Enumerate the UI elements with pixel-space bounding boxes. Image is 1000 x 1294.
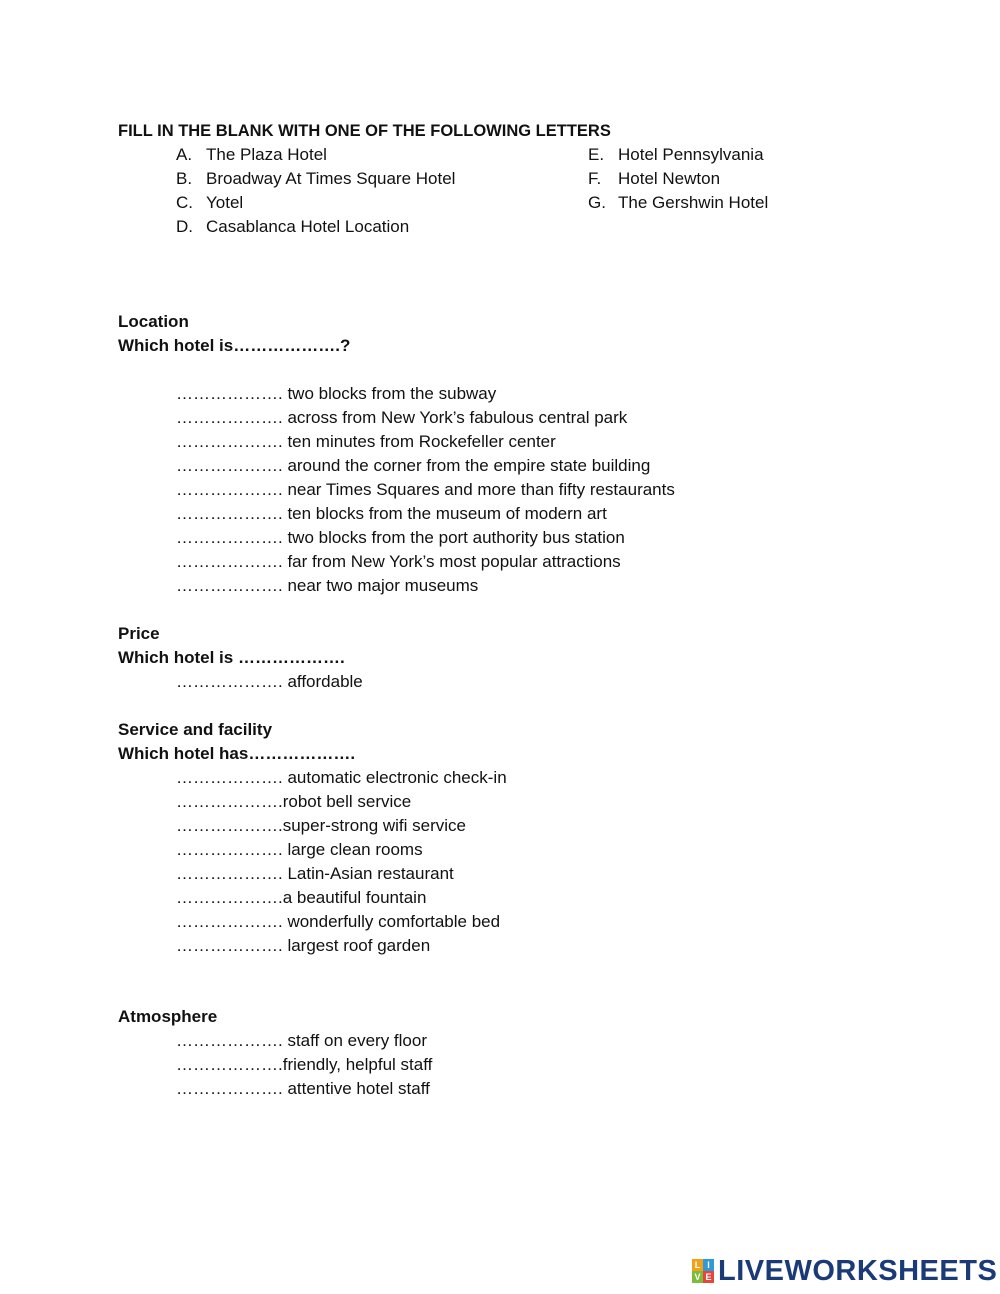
price-question: Which hotel is ………………. xyxy=(118,648,345,667)
service-question: Which hotel has………………. xyxy=(118,744,356,763)
atmosphere-section xyxy=(118,1005,432,1101)
options-left-column xyxy=(176,143,455,239)
hotel-option-letter: F. xyxy=(588,169,602,188)
price-title: Price xyxy=(118,624,160,643)
fill-in-blank-item[interactable]: ………………. wonderfully comfortable bed xyxy=(176,912,501,931)
price-items xyxy=(176,670,363,694)
hotel-option xyxy=(176,191,455,215)
hotel-option-letter: A. xyxy=(176,145,193,164)
fill-in-blank-item[interactable]: ……………….super-strong wifi service xyxy=(176,816,467,835)
hotel-option-letter: D. xyxy=(176,217,193,236)
fill-in-blank-item[interactable]: ………………. attentive hotel staff xyxy=(176,1079,430,1098)
fill-in-blank-item[interactable]: ………………. two blocks from the subway xyxy=(176,384,497,403)
hotel-option-name: Hotel Pennsylvania xyxy=(618,145,764,164)
fill-in-blank-item[interactable]: ………………. near two major museums xyxy=(176,576,479,595)
fill-in-blank-item[interactable]: ………………. affordable xyxy=(176,672,363,691)
hotel-option-letter: G. xyxy=(588,193,606,212)
hotel-option-letter: B. xyxy=(176,169,193,188)
service-section xyxy=(118,718,507,958)
service-items xyxy=(176,766,507,958)
location-section xyxy=(118,310,675,598)
fill-in-blank-item[interactable]: ………………. Latin-Asian restaurant xyxy=(176,864,454,883)
hotel-option-name: Casablanca Hotel Location xyxy=(206,217,410,236)
hotel-option-name: The Plaza Hotel xyxy=(206,145,327,164)
instructions-heading: FILL IN THE BLANK WITH ONE OF THE FOLLOWING LETTERS xyxy=(118,122,611,140)
hotel-option xyxy=(176,215,455,239)
hotel-option-name: The Gershwin Hotel xyxy=(618,193,769,212)
liveworksheets-logo-icon xyxy=(692,1259,714,1283)
brand-text: LIVEWORKSHEETS xyxy=(718,1254,998,1287)
fill-in-blank-item[interactable]: ………………. staff on every floor xyxy=(176,1031,427,1050)
hotel-option-name: Hotel Newton xyxy=(618,169,721,188)
logo-letter-tile: E xyxy=(703,1271,714,1283)
location-title: Location xyxy=(118,312,189,331)
fill-in-blank-item[interactable]: ………………. automatic electronic check-in xyxy=(176,768,507,787)
fill-in-blank-item[interactable]: ………………. across from New York’s fabulous central park xyxy=(176,408,628,427)
location-question: Which hotel is……………….? xyxy=(118,336,351,355)
logo-letter-tile: I xyxy=(703,1259,714,1271)
fill-in-blank-item[interactable]: ………………. near Times Squares and more than fifty restaurants xyxy=(176,480,675,499)
fill-in-blank-item[interactable]: ………………. far from New York’s most popular attractions xyxy=(176,552,621,571)
service-title: Service and facility xyxy=(118,720,273,739)
logo-letter-tile: V xyxy=(692,1271,703,1283)
liveworksheets-brand xyxy=(692,1254,997,1288)
hotel-option-letter: E. xyxy=(588,145,605,164)
fill-in-blank-item[interactable]: ………………. ten minutes from Rockefeller center xyxy=(176,432,556,451)
hotel-option xyxy=(588,191,768,215)
atmosphere-title: Atmosphere xyxy=(118,1007,218,1026)
fill-in-blank-item[interactable]: ………………. two blocks from the port authority bus station xyxy=(176,528,625,547)
hotel-option xyxy=(176,143,455,167)
hotel-option xyxy=(588,167,768,191)
fill-in-blank-item[interactable]: ………………. ten blocks from the museum of modern art xyxy=(176,504,607,523)
price-section xyxy=(118,622,363,694)
fill-in-blank-item[interactable]: ………………. around the corner from the empire state building xyxy=(176,456,651,475)
hotel-option-name: Broadway At Times Square Hotel xyxy=(206,169,456,188)
hotel-option xyxy=(176,167,455,191)
atmosphere-items xyxy=(176,1029,432,1101)
fill-in-blank-item[interactable]: ……………….a beautiful fountain xyxy=(176,888,427,907)
hotel-option-name: Yotel xyxy=(206,193,244,212)
fill-in-blank-item[interactable]: ……………….friendly, helpful staff xyxy=(176,1055,433,1074)
hotel-option-letter: C. xyxy=(176,193,193,212)
fill-in-blank-item[interactable]: ………………. largest roof garden xyxy=(176,936,431,955)
fill-in-blank-item[interactable]: ……………….robot bell service xyxy=(176,792,412,811)
hotel-option xyxy=(588,143,768,167)
location-items xyxy=(176,382,675,598)
options-right-column xyxy=(588,143,768,215)
fill-in-blank-item[interactable]: ………………. large clean rooms xyxy=(176,840,423,859)
logo-letter-tile: L xyxy=(692,1259,703,1271)
